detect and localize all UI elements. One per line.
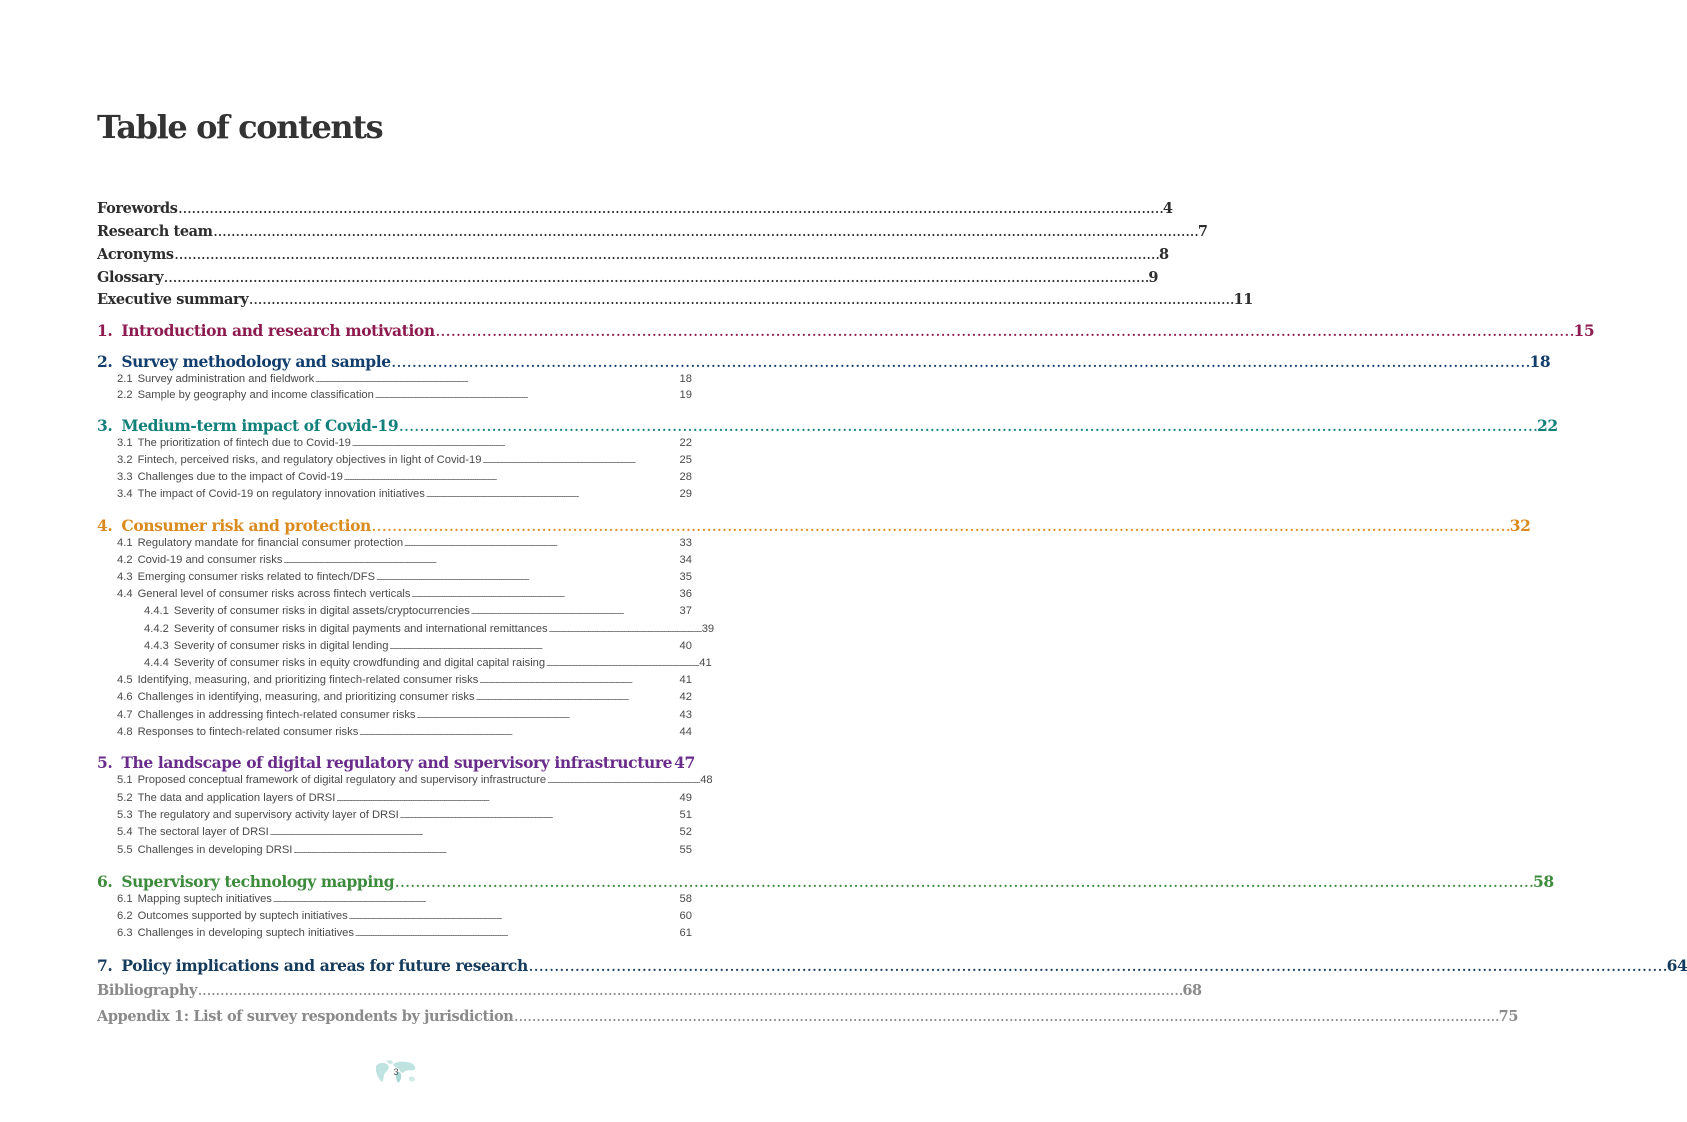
toc-entry-page: 52 [679, 826, 692, 838]
toc-section-3-3[interactable] [97, 467, 692, 483]
toc-entry-label: Emerging consumer risks related to fintech/DFS [137, 571, 376, 583]
toc-section-4-8[interactable] [97, 722, 692, 738]
toc-entry-number: 4. [97, 516, 113, 535]
page-number: 3 [393, 1067, 399, 1077]
toc-entry-page: 19 [679, 389, 692, 401]
toc-entry-label: General level of consumer risks across fintech verticals [137, 588, 411, 600]
toc-entry-number: 2.1 [117, 373, 133, 385]
toc-section-4-4[interactable] [97, 584, 692, 600]
toc-entry-number: 3.4 [117, 488, 133, 500]
toc-entry-label: Responses to fintech-related consumer risks [137, 726, 359, 738]
toc-entry-page: 47 [674, 753, 695, 772]
toc-entry-page: 36 [679, 588, 692, 600]
toc-chapter-6[interactable] [97, 869, 1554, 891]
toc-section-4-6[interactable] [97, 687, 692, 703]
toc-entry-page: 15 [1573, 321, 1595, 340]
toc-entry-label: Fintech, perceived risks, and regulatory objectives in light of Covid-19 [137, 454, 482, 466]
toc-entry-page: 51 [679, 809, 692, 821]
toc-entry-page: 32 [1509, 516, 1531, 535]
toc-entry-number: 3.3 [117, 471, 133, 483]
toc-entry-page: 7 [1197, 223, 1208, 240]
toc-entry-page: 68 [1182, 982, 1202, 999]
toc-entry-number: 1. [97, 321, 113, 340]
toc-entry-label: The data and application layers of DRSI [137, 792, 336, 804]
toc-entry-page: 18 [1529, 352, 1551, 371]
toc-entry-number: 6.1 [117, 893, 133, 905]
toc-entry-label: Bibliography [97, 982, 198, 999]
toc-entry-page: 41 [699, 657, 712, 669]
toc-entry-page: 42 [679, 691, 692, 703]
toc-entry-label: Sample by geography and income classification [137, 389, 374, 401]
toc-chapter-5[interactable] [97, 750, 695, 772]
toc-section-5-5[interactable] [97, 840, 692, 856]
toc-entry-label: The regulatory and supervisory activity layer of DRSI [137, 809, 399, 821]
toc-entry-page: 18 [679, 373, 692, 385]
toc-chapter-7[interactable] [97, 953, 1687, 975]
toc-chapter-1[interactable] [97, 318, 1595, 340]
toc-entry-label: Medium-term impact of Covid-19 [121, 416, 399, 435]
toc-entry-label: Outcomes supported by suptech initiatives [137, 910, 348, 922]
toc-entry-label: Regulatory mandate for financial consumer protection [137, 537, 404, 549]
toc-section-6-2[interactable] [97, 906, 692, 922]
toc-entry-number: 3. [97, 416, 113, 435]
toc-entry-page: 61 [679, 927, 692, 939]
toc-entry-number: 4.3 [117, 571, 133, 583]
toc-section-5-2[interactable] [97, 788, 692, 804]
toc-section-5-4[interactable] [97, 822, 692, 838]
toc-section-4-2[interactable] [97, 550, 692, 566]
toc-entry-page: 22 [679, 437, 692, 449]
toc-entry-label: Glossary [97, 269, 164, 286]
toc-entry-page: 11 [1233, 291, 1253, 308]
toc-section-6-1[interactable] [97, 889, 692, 905]
toc-entry-label: Research team [97, 223, 213, 240]
toc-entry-page: 75 [1498, 1008, 1519, 1025]
toc-entry-number: 4.4 [117, 588, 133, 600]
toc-section-5-1[interactable] [97, 770, 713, 786]
toc-section-2-1[interactable] [97, 369, 692, 385]
toc-entry-page: 55 [679, 844, 692, 856]
toc-entry-number: 4.4.1 [144, 605, 169, 617]
toc-entry-label: Introduction and research motivation [121, 321, 435, 340]
toc-entry-label: Severity of consumer risks in digital lending [173, 640, 389, 652]
toc-section-4-4-1[interactable] [97, 601, 692, 617]
toc-chapter-3[interactable] [97, 413, 1558, 435]
toc-entry-label: The prioritization of fintech due to Covid-19 [137, 437, 351, 449]
toc-entry-page: 22 [1537, 416, 1558, 435]
toc-entry-label: Supervisory technology mapping [121, 872, 395, 891]
toc-entry-executive-summary[interactable] [97, 288, 1253, 308]
toc-section-4-1[interactable] [97, 533, 692, 549]
toc-entry-acronyms[interactable] [97, 243, 1169, 263]
toc-entry-page: 29 [679, 488, 692, 500]
toc-entry-label: Executive summary [97, 291, 249, 308]
toc-entry-label: Challenges in addressing fintech-related consumer risks [137, 709, 416, 721]
toc-entry-label: Severity of consumer risks in equity crowdfunding and digital capital raising [173, 657, 546, 669]
toc-entry-page: 58 [679, 893, 692, 905]
toc-entry-page: 58 [1532, 872, 1554, 891]
toc-entry-page: 40 [679, 640, 692, 652]
toc-entry-page: 41 [679, 674, 692, 686]
toc-entry-number: 6.3 [117, 927, 133, 939]
toc-entry-label: Policy implications and areas for future research [121, 956, 528, 975]
toc-section-4-4-2[interactable] [97, 619, 715, 635]
toc-entry-label: Acronyms [97, 246, 174, 263]
toc-entry-number: 4.6 [117, 691, 133, 703]
toc-entry-number: 4.4.2 [144, 623, 169, 635]
toc-entry-label: Severity of consumer risks in digital assets/cryptocurrencies [173, 605, 470, 617]
toc-entry-number: 6. [97, 872, 113, 891]
toc-entry-number: 3.2 [117, 454, 133, 466]
toc-entry-number: 2. [97, 352, 113, 371]
toc-entry-page: 37 [679, 605, 692, 617]
toc-entry-label: Forewords [97, 200, 178, 217]
toc-entry-page: 43 [679, 709, 692, 721]
toc-entry-label: Survey methodology and sample [121, 352, 391, 371]
toc-entry-label: Challenges in identifying, measuring, and prioritizing consumer risks [137, 691, 475, 703]
toc-entry-number: 5.1 [117, 774, 133, 786]
toc-entry-number: 4.8 [117, 726, 133, 738]
toc-entry-page: 33 [679, 537, 692, 549]
toc-entry-label: The landscape of digital regulatory and supervisory infrastructure [121, 753, 673, 772]
toc-entry-label: Identifying, measuring, and prioritizing fintech-related consumer risks [137, 674, 479, 686]
toc-section-4-4-4[interactable] [97, 653, 712, 669]
toc-entry-page: 34 [679, 554, 692, 566]
toc-section-3-4[interactable] [97, 484, 692, 500]
toc-chapter-4[interactable] [97, 513, 1531, 535]
toc-section-4-4-3[interactable] [97, 636, 692, 652]
toc-entry-number: 4.4.3 [144, 640, 169, 652]
toc-entry-number: 4.7 [117, 709, 133, 721]
toc-entry-label: Consumer risk and protection [121, 516, 371, 535]
toc-entry-page: 64 [1666, 956, 1687, 975]
toc-entry-label: The impact of Covid-19 on regulatory innovation initiatives [137, 488, 425, 500]
toc-entry-number: 5.5 [117, 844, 133, 856]
toc-entry-forewords[interactable] [97, 197, 1173, 217]
toc-section-3-2[interactable] [97, 450, 692, 466]
toc-section-6-3[interactable] [97, 923, 692, 939]
toc-entry-number: 5.2 [117, 792, 133, 804]
toc-entry-number: 4.2 [117, 554, 133, 566]
toc-entry-page: 35 [679, 571, 692, 583]
toc-entry-page: 9 [1148, 269, 1159, 286]
toc-entry-label: Appendix 1: List of survey respondents by jurisdiction [97, 1008, 514, 1025]
toc-section-5-3[interactable] [97, 805, 692, 821]
toc-entry-label: Covid-19 and consumer risks [137, 554, 283, 566]
toc-entry-page: 8 [1158, 246, 1169, 263]
toc-entry-label: Challenges due to the impact of Covid-19 [137, 471, 343, 483]
toc-entry-page: 48 [700, 774, 713, 786]
toc-entry-page: 60 [679, 910, 692, 922]
toc-entry-label: Challenges in developing DRSI [137, 844, 293, 856]
toc-section-2-2[interactable] [97, 385, 692, 401]
toc-section-4-7[interactable] [97, 705, 692, 721]
toc-entry-label: Proposed conceptual framework of digital regulatory and supervisory infrastructure [137, 774, 547, 786]
toc-entry-appendix-1[interactable] [97, 1005, 1519, 1025]
toc-entry-number: 5. [97, 753, 113, 772]
toc-entry-glossary[interactable] [97, 266, 1159, 286]
page-footer [373, 1058, 419, 1088]
toc-chapter-2[interactable] [97, 349, 1551, 371]
toc-entry-number: 4.5 [117, 674, 133, 686]
toc-entry-page: 44 [679, 726, 692, 738]
toc-section-4-3[interactable] [97, 567, 692, 583]
toc-entry-page: 4 [1162, 200, 1173, 217]
toc-section-4-5[interactable] [97, 670, 692, 686]
toc-entry-number: 7. [97, 956, 113, 975]
toc-entry-bibliography[interactable] [97, 979, 1202, 999]
page-title: Table of contents [97, 108, 383, 146]
toc-entry-number: 2.2 [117, 389, 133, 401]
toc-entry-number: 6.2 [117, 910, 133, 922]
toc-entry-number: 5.3 [117, 809, 133, 821]
toc-entry-page: 28 [679, 471, 692, 483]
toc-entry-number: 5.4 [117, 826, 133, 838]
toc-section-3-1[interactable] [97, 433, 692, 449]
toc-entry-label: Challenges in developing suptech initiatives [137, 927, 354, 939]
toc-entry-page: 39 [701, 623, 715, 635]
toc-entry-page: 49 [679, 792, 692, 804]
toc-entry-research-team[interactable] [97, 220, 1208, 240]
toc-entry-label: The sectoral layer of DRSI [137, 826, 269, 838]
toc-entry-label: Severity of consumer risks in digital payments and international remittances [173, 623, 548, 635]
toc-entry-number: 4.1 [117, 537, 133, 549]
toc-entry-number: 3.1 [117, 437, 133, 449]
toc-entry-label: Survey administration and fieldwork [137, 373, 315, 385]
toc-entry-number: 4.4.4 [144, 657, 169, 669]
toc-entry-page: 25 [679, 454, 692, 466]
toc-entry-label: Mapping suptech initiatives [137, 893, 272, 905]
